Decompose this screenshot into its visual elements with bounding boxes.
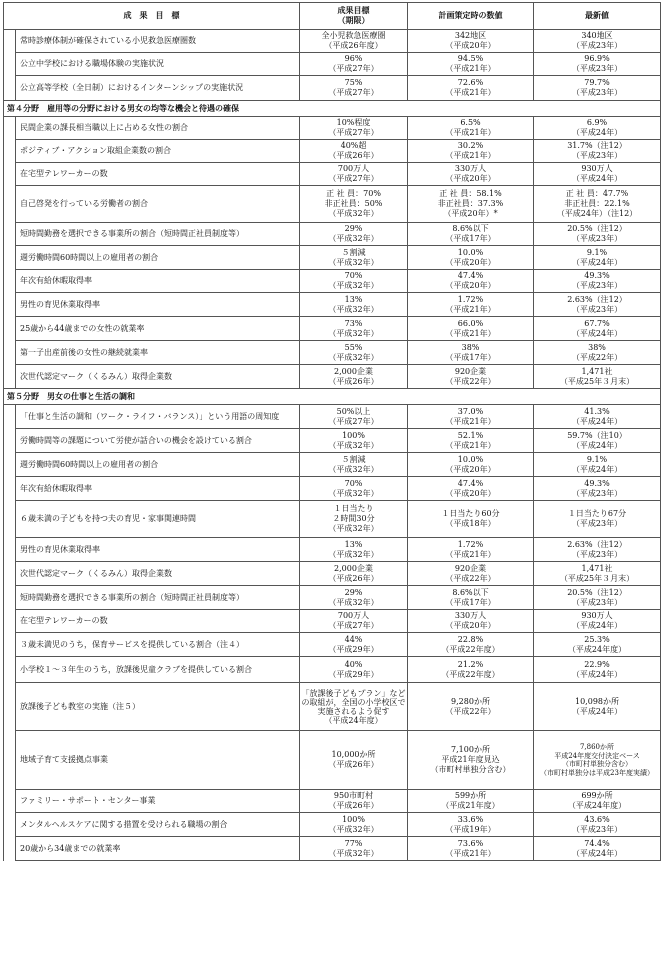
baseline-value: 30.2% （平成21年） (408, 140, 534, 163)
target-value: 正 社 員：70% 非正社員：50% （平成32年） (300, 186, 408, 223)
indent-cell (4, 405, 16, 429)
table-row (4, 657, 661, 683)
section-heading: 第４分野 雇用等の分野における男女の均等な機会と待遇の確保 (4, 101, 661, 117)
table-row (4, 246, 661, 270)
goal-item: 在宅型テレワーカーの数 (16, 163, 300, 186)
target-value: 10%程度 （平成27年） (300, 117, 408, 140)
table-row (4, 270, 661, 293)
indent-cell (4, 223, 16, 246)
indent-cell (4, 117, 16, 140)
indent-cell (4, 53, 16, 76)
indent-cell (4, 586, 16, 610)
latest-value: 7,860か所 平成24年度交付決定ベース （市町村単独分含む） （市町村単独分は平成23年度実績） (534, 731, 661, 790)
table-row (4, 538, 661, 562)
target-value: 100% （平成32年） (300, 813, 408, 837)
indent-cell (4, 837, 16, 861)
latest-value: 25.3% （平成24年度） (534, 633, 661, 657)
indent-cell (4, 76, 16, 101)
target-value: 75% （平成27年） (300, 76, 408, 101)
table-row (4, 837, 661, 861)
indent-cell (4, 140, 16, 163)
baseline-value: 47.4% （平成20年） (408, 477, 534, 501)
indent-cell (4, 270, 16, 293)
indent-cell (4, 562, 16, 586)
table-row (4, 429, 661, 453)
baseline-value: 33.6% （平成19年） (408, 813, 534, 837)
baseline-value: 22.8% （平成22年度） (408, 633, 534, 657)
target-value: 13% （平成32年） (300, 293, 408, 317)
target-value: 29% （平成32年） (300, 223, 408, 246)
target-value: ５割減 （平成32年） (300, 453, 408, 477)
latest-value: 20.5%（注12） （平成23年） (534, 586, 661, 610)
indent-cell (4, 365, 16, 389)
table-row (4, 30, 661, 53)
header-row (4, 3, 661, 30)
table-row (4, 453, 661, 477)
latest-value: 38% （平成22年） (534, 341, 661, 365)
table-row (4, 562, 661, 586)
header-baseline: 計画策定時の数値 (408, 3, 534, 30)
target-value: １日当たり ２時間30分 （平成32年） (300, 501, 408, 538)
baseline-value: 8.6%以下 （平成17年） (408, 223, 534, 246)
goal-item: 短時間勤務を選択できる事業所の割合（短時間正社員制度等） (16, 223, 300, 246)
goal-item: 年次有給休暇取得率 (16, 270, 300, 293)
table-row (4, 117, 661, 140)
table-row (4, 53, 661, 76)
table-row (4, 317, 661, 341)
latest-value: 6.9% （平成24年） (534, 117, 661, 140)
target-value: 「放課後子どもプラン」などの取組が，全国の小学校区で実施されるよう促す （平成24年度） (300, 683, 408, 731)
baseline-value: 94.5% （平成21年） (408, 53, 534, 76)
latest-value: 699か所 （平成24年度） (534, 790, 661, 813)
baseline-value: 7,100か所 平成21年度見込 （市町村単独分含む） (408, 731, 534, 790)
indent-cell (4, 30, 16, 53)
target-value: 70% （平成32年） (300, 477, 408, 501)
table-row (4, 790, 661, 813)
section-heading: 第５分野 男女の仕事と生活の調和 (4, 389, 661, 405)
baseline-value: 47.4% （平成20年） (408, 270, 534, 293)
goal-item: 民間企業の課長相当職以上に占める女性の割合 (16, 117, 300, 140)
goal-item: 「仕事と生活の調和（ワーク・ライフ・バランス）」という用語の周知度 (16, 405, 300, 429)
latest-value: 74.4% （平成24年） (534, 837, 661, 861)
latest-value: 41.3% （平成24年） (534, 405, 661, 429)
target-value: 13% （平成32年） (300, 538, 408, 562)
baseline-value: 52.1% （平成21年） (408, 429, 534, 453)
table-row (4, 341, 661, 365)
table-row (4, 610, 661, 633)
table-row (4, 477, 661, 501)
table-row (4, 501, 661, 538)
target-value: 55% （平成32年） (300, 341, 408, 365)
table-row (4, 223, 661, 246)
latest-value: 9.1% （平成24年） (534, 246, 661, 270)
latest-value: 49.3% （平成23年） (534, 270, 661, 293)
target-value: 950市町村 （平成26年） (300, 790, 408, 813)
goal-item: ３歳未満児のうち，保育サービスを提供している割合（注４） (16, 633, 300, 657)
goal-item: 地域子育て支援拠点事業 (16, 731, 300, 790)
latest-value: 10,098か所 （平成24年） (534, 683, 661, 731)
goal-item: ６歳未満の子どもを持つ夫の育児・家事関連時間 (16, 501, 300, 538)
goal-item: 次世代認定マーク（くるみん）取得企業数 (16, 562, 300, 586)
goal-item: ポジティブ・アクション取組企業数の割合 (16, 140, 300, 163)
table-row (4, 365, 661, 389)
table-row (4, 293, 661, 317)
latest-value: 930万人 （平成24年） (534, 610, 661, 633)
goal-item: 在宅型テレワーカーの数 (16, 610, 300, 633)
baseline-value: 10.0% （平成20年） (408, 453, 534, 477)
latest-value: １日当たり67分 （平成23年） (534, 501, 661, 538)
baseline-value: 37.0% （平成21年） (408, 405, 534, 429)
indent-cell (4, 501, 16, 538)
table-row (4, 633, 661, 657)
section-row (4, 389, 661, 405)
goals-table (3, 2, 661, 861)
baseline-value: 38% （平成17年） (408, 341, 534, 365)
latest-value: 正 社 員：47.7% 非正社員：22.1% （平成24年）（注12） (534, 186, 661, 223)
table-row (4, 586, 661, 610)
target-value: 700万人 （平成27年） (300, 163, 408, 186)
latest-value: 49.3% （平成23年） (534, 477, 661, 501)
latest-value: 96.9% （平成23年） (534, 53, 661, 76)
baseline-value: 330万人 （平成20年） (408, 610, 534, 633)
indent-cell (4, 683, 16, 731)
indent-cell (4, 633, 16, 657)
baseline-value: 66.0% （平成21年） (408, 317, 534, 341)
indent-cell (4, 610, 16, 633)
goal-item: 男性の育児休業取得率 (16, 293, 300, 317)
latest-value: 20.5%（注12） （平成23年） (534, 223, 661, 246)
baseline-value: 72.6% （平成21年） (408, 76, 534, 101)
indent-cell (4, 317, 16, 341)
target-value: 73% （平成32年） (300, 317, 408, 341)
goal-item: 労働時間等の課題について労使が話合いの機会を設けている割合 (16, 429, 300, 453)
indent-cell (4, 341, 16, 365)
goal-item: 週労働時間60時間以上の雇用者の割合 (16, 453, 300, 477)
latest-value: 43.6% （平成23年） (534, 813, 661, 837)
target-value: 全小児救急医療圏 （平成26年度） (300, 30, 408, 53)
target-value: 44% （平成29年） (300, 633, 408, 657)
baseline-value: 1.72% （平成21年） (408, 538, 534, 562)
baseline-value: 21.2% （平成22年度） (408, 657, 534, 683)
baseline-value: 1.72% （平成21年） (408, 293, 534, 317)
table-row (4, 813, 661, 837)
section-row (4, 101, 661, 117)
goal-item: 男性の育児休業取得率 (16, 538, 300, 562)
latest-value: 67.7% （平成24年） (534, 317, 661, 341)
target-value: 2,000企業 （平成26年） (300, 365, 408, 389)
baseline-value: 8.6%以下 （平成17年） (408, 586, 534, 610)
header-target: 成果目標 （期限） (300, 3, 408, 30)
baseline-value: 599か所 （平成21年度） (408, 790, 534, 813)
latest-value: 1,471社 （平成25年３月末） (534, 365, 661, 389)
target-value: 70% （平成32年） (300, 270, 408, 293)
goal-item: 短時間勤務を選択できる事業所の割合（短時間正社員制度等） (16, 586, 300, 610)
goal-item: 小学校１～３年生のうち，放課後児童クラブを提供している割合 (16, 657, 300, 683)
target-value: 10,000か所 （平成26年） (300, 731, 408, 790)
target-value: 40% （平成29年） (300, 657, 408, 683)
baseline-value: 6.5% （平成21年） (408, 117, 534, 140)
indent-cell (4, 731, 16, 790)
table-row (4, 140, 661, 163)
target-value: 96% （平成27年） (300, 53, 408, 76)
goal-item: 放課後子ども教室の実施（注５） (16, 683, 300, 731)
indent-cell (4, 657, 16, 683)
goal-item: メンタルヘルスケアに関する措置を受けられる職場の割合 (16, 813, 300, 837)
latest-value: 31.7%（注12） （平成23年） (534, 140, 661, 163)
goal-item: 年次有給休暇取得率 (16, 477, 300, 501)
goal-item: 20歳から34歳までの就業率 (16, 837, 300, 861)
goal-item: 公立高等学校（全日制）におけるインターンシップの実施状況 (16, 76, 300, 101)
indent-cell (4, 813, 16, 837)
target-value: 50%以上 （平成27年） (300, 405, 408, 429)
baseline-value: 920企業 （平成22年） (408, 365, 534, 389)
target-value: 29% （平成32年） (300, 586, 408, 610)
indent-cell (4, 163, 16, 186)
target-value: 40%超 （平成26年） (300, 140, 408, 163)
baseline-value: １日当たり60分 （平成18年） (408, 501, 534, 538)
baseline-value: 正 社 員：58.1% 非正社員：37.3% （平成20年）* (408, 186, 534, 223)
goal-item: 次世代認定マーク（くるみん）取得企業数 (16, 365, 300, 389)
table-row (4, 405, 661, 429)
baseline-value: 73.6% （平成21年） (408, 837, 534, 861)
header-item: 成 果 目 標 (4, 3, 300, 30)
baseline-value: 10.0% （平成20年） (408, 246, 534, 270)
target-value: 77% （平成32年） (300, 837, 408, 861)
baseline-value: 330万人 （平成20年） (408, 163, 534, 186)
goal-item: 25歳から44歳までの女性の就業率 (16, 317, 300, 341)
indent-cell (4, 453, 16, 477)
latest-value: 2.63%（注12） （平成23年） (534, 293, 661, 317)
latest-value: 1,471社 （平成25年３月末） (534, 562, 661, 586)
latest-value: 59.7%（注10） （平成24年） (534, 429, 661, 453)
target-value: 100% （平成32年） (300, 429, 408, 453)
goal-item: 常時診療体制が確保されている小児救急医療圏数 (16, 30, 300, 53)
latest-value: 79.7% （平成23年） (534, 76, 661, 101)
latest-value: 340地区 （平成23年） (534, 30, 661, 53)
baseline-value: 920企業 （平成22年） (408, 562, 534, 586)
table-row (4, 163, 661, 186)
indent-cell (4, 186, 16, 223)
latest-value: 9.1% （平成24年） (534, 453, 661, 477)
goal-item: 週労働時間60時間以上の雇用者の割合 (16, 246, 300, 270)
table-row (4, 731, 661, 790)
indent-cell (4, 477, 16, 501)
table-row (4, 186, 661, 223)
goal-item: 公立中学校における職場体験の実施状況 (16, 53, 300, 76)
latest-value: 930万人 （平成24年） (534, 163, 661, 186)
indent-cell (4, 790, 16, 813)
goal-item: ファミリー・サポート・センター事業 (16, 790, 300, 813)
indent-cell (4, 429, 16, 453)
target-value: ５割減 （平成32年） (300, 246, 408, 270)
indent-cell (4, 293, 16, 317)
table-row (4, 683, 661, 731)
baseline-value: 342地区 （平成20年） (408, 30, 534, 53)
indent-cell (4, 246, 16, 270)
indent-cell (4, 538, 16, 562)
goal-item: 第一子出産前後の女性の継続就業率 (16, 341, 300, 365)
target-value: 700万人 （平成27年） (300, 610, 408, 633)
latest-value: 2.63%（注12） （平成23年） (534, 538, 661, 562)
table-row (4, 76, 661, 101)
goal-item: 自己啓発を行っている労働者の割合 (16, 186, 300, 223)
latest-value: 22.9% （平成24年） (534, 657, 661, 683)
header-latest: 最新値 (534, 3, 661, 30)
target-value: 2,000企業 （平成26年） (300, 562, 408, 586)
baseline-value: 9,280か所 （平成22年） (408, 683, 534, 731)
